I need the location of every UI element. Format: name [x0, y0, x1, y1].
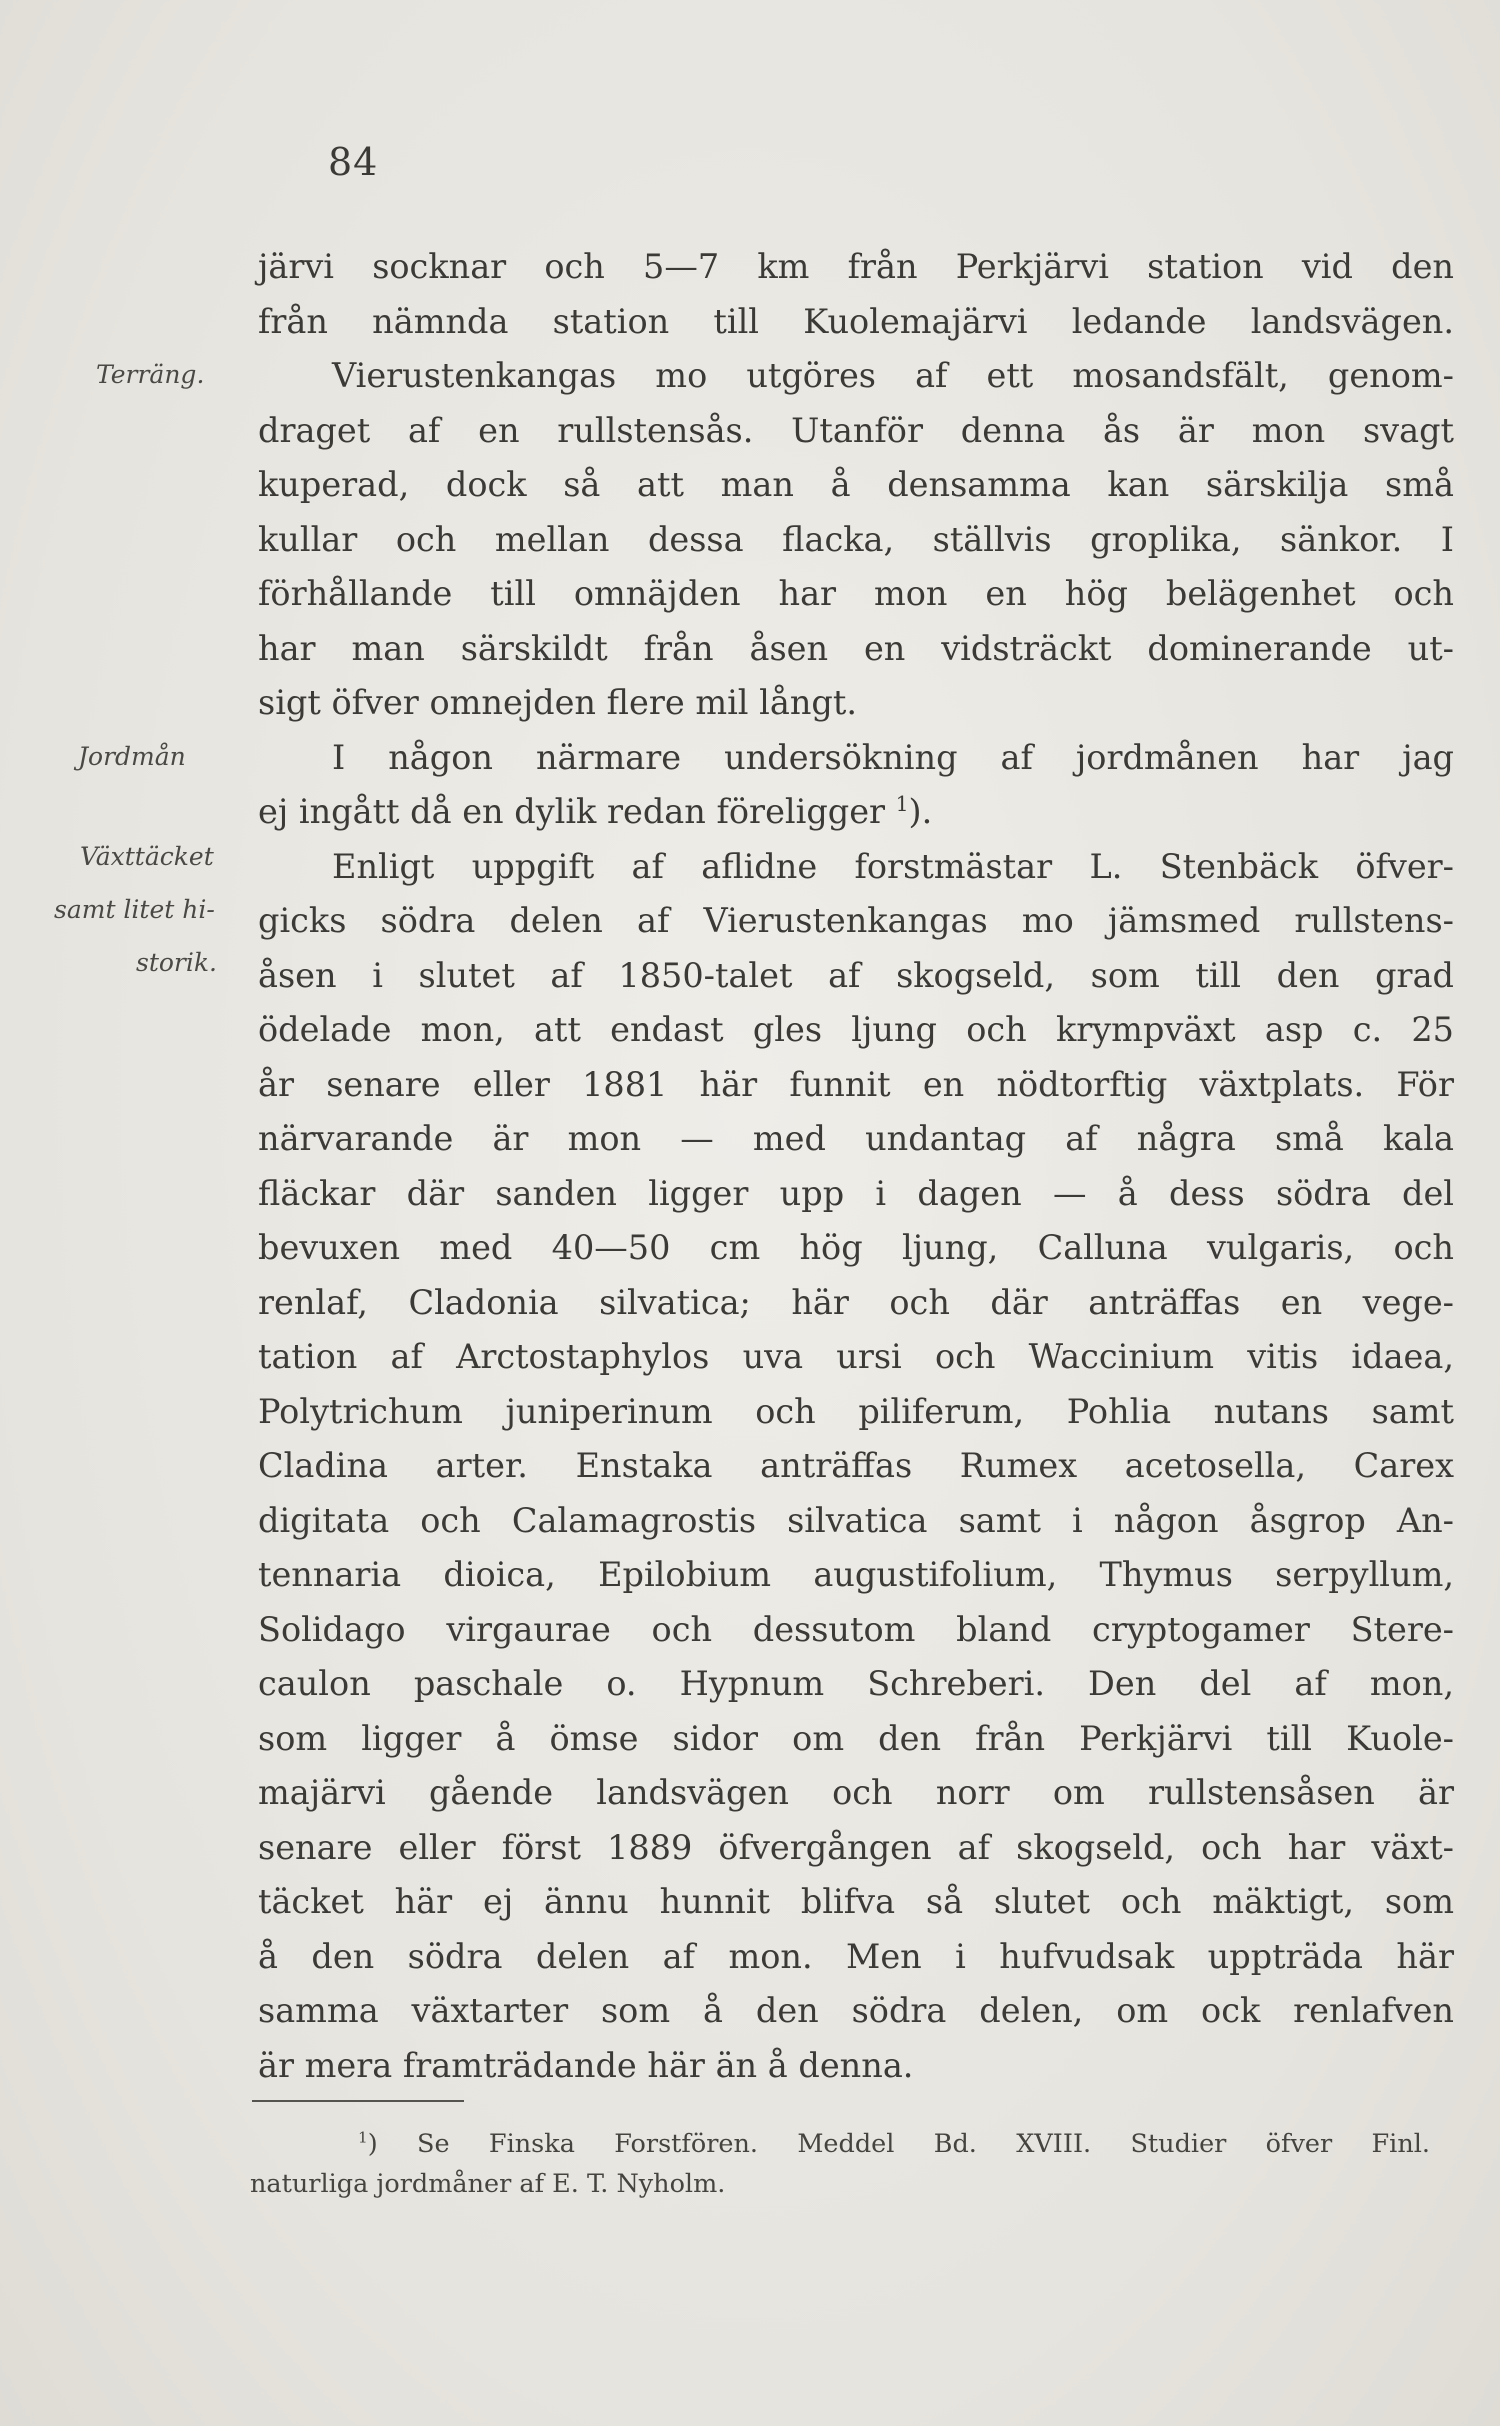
- margin-note-samt-litet: samt litet hi-: [54, 895, 215, 924]
- text-line: Cladina arter. Enstaka anträffas Rumex acetosella, Carex: [258, 1446, 1454, 1485]
- text-line: I någon närmare undersökning af jordmånen har jag: [332, 737, 1454, 777]
- text-line: förhållande till omnäjden har mon en hög belägenhet och: [258, 574, 1454, 613]
- footnote-reference[interactable]: 1: [895, 791, 909, 816]
- text-line: caulon paschale o. Hypnum Schreberi. Den del af mon,: [258, 1664, 1454, 1703]
- page-number: 84: [328, 140, 379, 184]
- margin-note-terrang: Terräng.: [96, 360, 205, 389]
- margin-note-jordman: Jordmån: [78, 742, 186, 771]
- text-line: åsen i slutet af 1850-talet af skogseld, som till den grad: [258, 955, 1454, 995]
- footnote-reference-tail: ).: [908, 792, 933, 831]
- text-line: fläckar där sanden ligger upp i dagen — å dess södra del: [258, 1173, 1454, 1213]
- text-line: draget af en rullstensås. Utanför denna ås är mon svagt: [258, 410, 1454, 450]
- text-line: järvi socknar och 5—7 km från Perkjärvi station vid den: [258, 247, 1454, 286]
- text-line: har man särskildt från åsen en vidsträckt dominerande ut-: [258, 628, 1454, 668]
- text-line: renlaf, Cladonia silvatica; här och där anträffas en vege-: [258, 1282, 1454, 1322]
- text-line: som ligger å ömse sidor om den från Perkjärvi till Kuole-: [258, 1718, 1454, 1758]
- text-line: Enligt uppgift af aflidne forstmästar L. Stenbäck öfver-: [332, 846, 1454, 886]
- text-line: från nämnda station till Kuolemajärvi ledande landsvägen.: [258, 301, 1454, 341]
- margin-note-vaxttacket: Växttäcket: [80, 842, 214, 871]
- footnote-divider: [252, 2100, 464, 2102]
- footnote-line: naturliga jordmåner af E. T. Nyholm.: [250, 2169, 726, 2199]
- text-line: år senare eller 1881 här funnit en nödtorftig växtplats. För: [258, 1064, 1454, 1104]
- body-text: [258, 240, 1454, 2093]
- text-line: digitata och Calamagrostis silvatica samt i någon åsgrop An-: [258, 1500, 1454, 1540]
- text-line: ödelade mon, att endast gles ljung och krympväxt asp c. 25: [258, 1010, 1454, 1049]
- text-line: Polytrichum juniperinum och piliferum, Pohlia nutans samt: [258, 1391, 1454, 1431]
- text-line: kullar och mellan dessa flacka, ställvis groplika, sänkor. I: [258, 519, 1454, 559]
- margin-note-storik: storik.: [136, 948, 217, 977]
- footnote-mark: 1: [358, 2128, 368, 2147]
- text-line: tennaria dioica, Epilobium augustifolium, Thymus serpyllum,: [258, 1555, 1454, 1594]
- text-line: bevuxen med 40—50 cm hög ljung, Calluna vulgaris, och: [258, 1228, 1454, 1267]
- text-line: Vierustenkangas mo utgöres af ett mosandsfält, genom-: [332, 356, 1454, 395]
- text-line: ej ingått då en dylik redan föreligger: [258, 792, 886, 831]
- text-line: senare eller först 1889 öfvergången af skogseld, och har växt-: [258, 1827, 1454, 1867]
- text-line: Solidago virgaurae och dessutom bland cryptogamer Stere-: [258, 1609, 1454, 1649]
- text-line: närvarande är mon — med undantag af några små kala: [258, 1119, 1454, 1158]
- text-line: majärvi gående landsvägen och norr om rullstensåsen är: [258, 1773, 1454, 1812]
- text-line: är mera framträdande här än å denna.: [258, 2045, 914, 2085]
- footnote-line: [250, 2124, 1430, 2164]
- text-line: täcket här ej ännu hunnit blifva så slutet och mäktigt, som: [258, 1882, 1454, 1921]
- text-line: tation af Arctostaphylos uva ursi och Waccinium vitis idaea,: [258, 1337, 1454, 1376]
- footnote-text: ) Se Finska Forstfören. Meddel Bd. XVIII. Studier öfver Finl.: [367, 2129, 1430, 2159]
- text-line-with-footnote-ref: [258, 785, 1454, 840]
- footnote: [250, 2124, 1430, 2204]
- text-line: kuperad, dock så att man å densamma kan särskilja små: [258, 465, 1454, 504]
- text-line: å den södra delen af mon. Men i hufvudsak uppträda här: [258, 1936, 1454, 1976]
- text-line: sigt öfver omnejden flere mil långt.: [258, 683, 857, 722]
- text-line: gicks södra delen af Vierustenkangas mo jämsmed rullstens-: [258, 901, 1454, 940]
- text-line: samma växtarter som å den södra delen, om ock renlafven: [258, 1991, 1454, 2030]
